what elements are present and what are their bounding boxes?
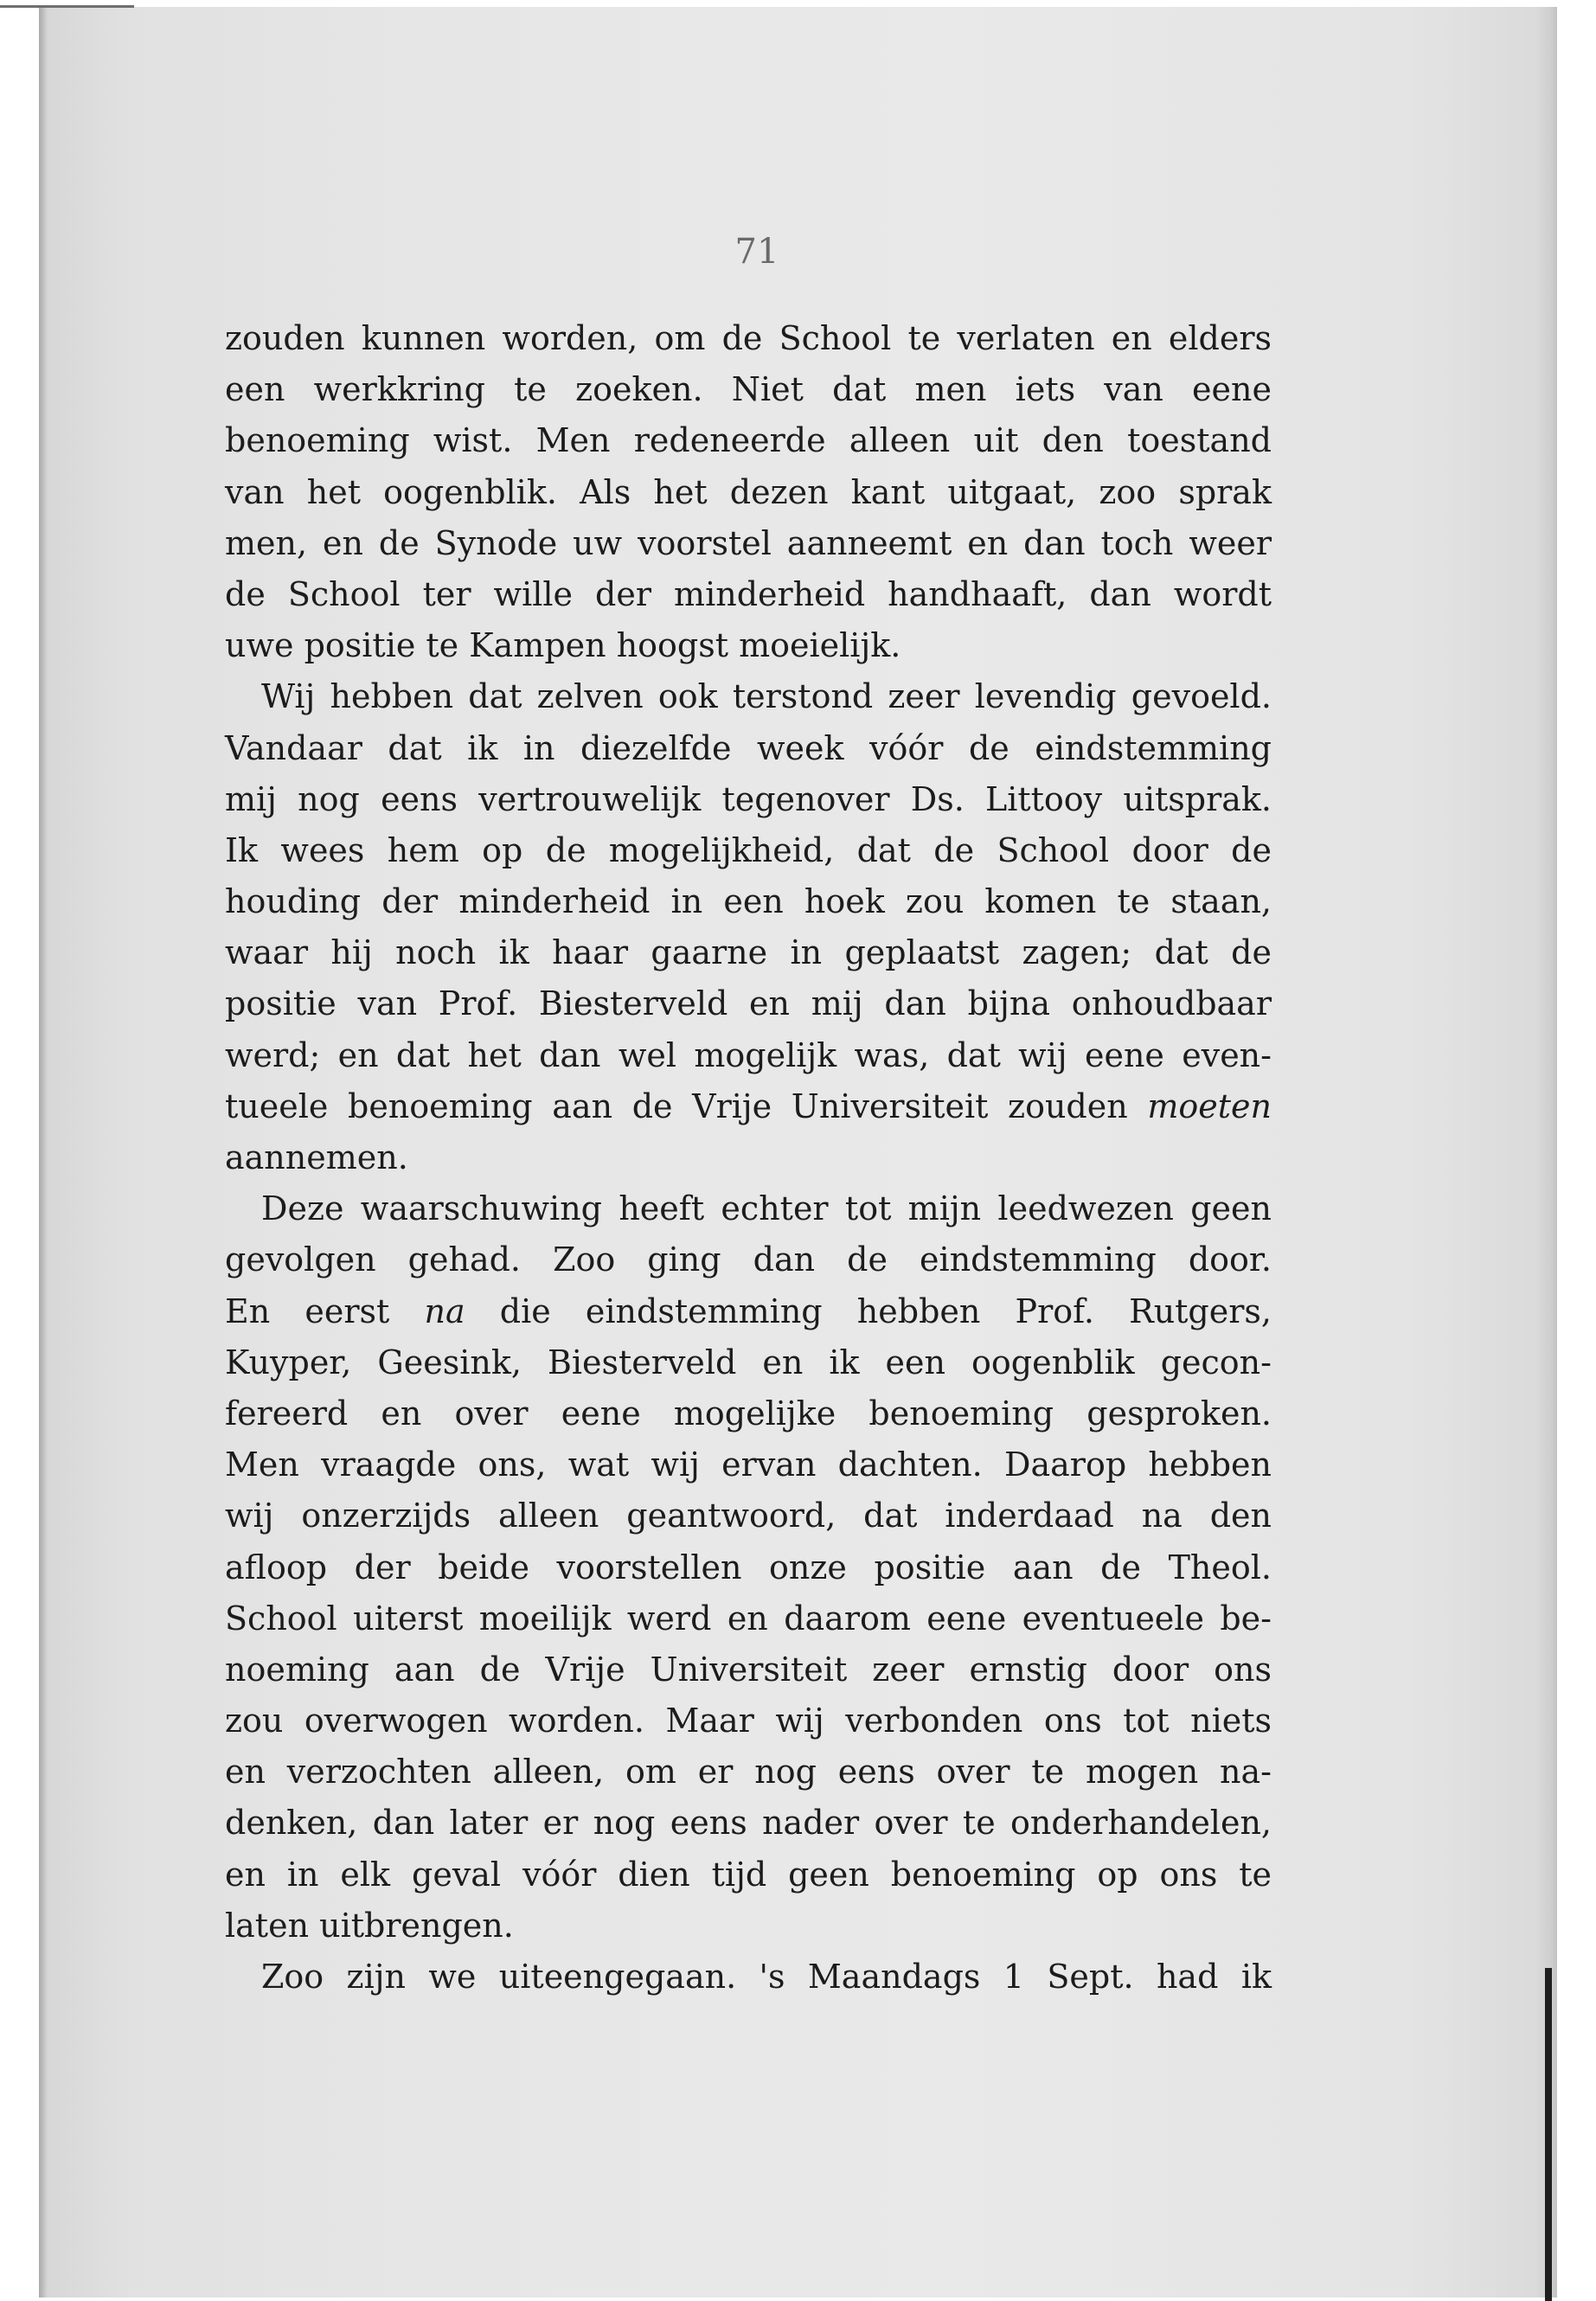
text-line: houding der minderheid in een hoek zou komen te staan, bbox=[225, 882, 1272, 921]
text-line: denken, dan later er nog eens nader over te onderhandelen, bbox=[225, 1804, 1272, 1843]
body-text bbox=[225, 313, 1272, 2003]
text-line: Men vraagde ons, wat wij ervan dachten. Daarop hebben bbox=[225, 1445, 1272, 1484]
text-line: Kuyper, Geesink, Biesterveld en ik een oogenblik gecon- bbox=[225, 1343, 1272, 1381]
italic-word: na bbox=[424, 1292, 465, 1330]
text-line: Ik wees hem op de mogelijkheid, dat de School door de bbox=[225, 830, 1272, 869]
text-line: Vandaar dat ik in diezelfde week vóór de eindstemming bbox=[225, 728, 1272, 767]
scan-margin bbox=[1557, 7, 1596, 2301]
text-line: zou overwogen worden. Maar wij verbonden ons tot niets bbox=[225, 1702, 1272, 1740]
text-line: wij onzerzijds alleen geantwoord, dat inderdaad na den bbox=[225, 1497, 1272, 1535]
text-line: uwe positie te Kampen hoogst moeielijk. bbox=[225, 626, 901, 665]
text-line: Zoo zijn we uiteengegaan. 's Maandags 1 Sept. had ik bbox=[261, 1958, 1272, 1996]
text-line: men, en de Synode uw voorstel aanneemt en dan toch weer bbox=[225, 523, 1272, 562]
text-line: gevolgen gehad. Zoo ging dan de eindstemming door. bbox=[225, 1240, 1272, 1279]
text-line: afloop der beide voorstellen onze positie aan de Theol. bbox=[225, 1548, 1272, 1586]
binding-shadow bbox=[1545, 1968, 1552, 2301]
text-line: de School ter wille der minderheid handhaaft, dan wordt bbox=[225, 574, 1272, 613]
text-line: benoeming wist. Men redeneerde alleen uit den toestand bbox=[225, 421, 1272, 460]
text-line: en in elk geval vóór dien tijd geen benoeming op ons te bbox=[225, 1855, 1272, 1894]
text-line bbox=[225, 1081, 1272, 1132]
text-run: die eindstemming hebben Prof. Rutgers, bbox=[499, 1292, 1272, 1330]
text-line: mij nog eens vertrouwelijk tegenover Ds. Littooy uitsprak. bbox=[225, 779, 1272, 818]
text-line: een werkkring te zoeken. Niet dat men iets van eene bbox=[225, 370, 1272, 409]
text-run: En eerst bbox=[225, 1292, 390, 1330]
scan-edge-mark bbox=[0, 5, 134, 8]
italic-word: moeten bbox=[1147, 1086, 1272, 1125]
text-line bbox=[225, 1286, 1272, 1337]
text-line: School uiterst moeilijk werd en daarom eene eventueele be- bbox=[225, 1599, 1272, 1638]
page-left-shadow bbox=[39, 7, 48, 2298]
text-line: werd; en dat het dan wel mogelijk was, dat wij eene even- bbox=[225, 1035, 1272, 1074]
text-line: aannemen. bbox=[225, 1138, 408, 1176]
page-right-edge bbox=[1535, 7, 1560, 2298]
text-line: zouden kunnen worden, om de School te verlaten en elders bbox=[225, 319, 1272, 357]
text-line: waar hij noch ik haar gaarne in geplaatst zagen; dat de bbox=[225, 933, 1272, 972]
text-line: Wij hebben dat zelven ook terstond zeer levendig gevoeld. bbox=[261, 677, 1272, 716]
page-number: 71 bbox=[734, 232, 779, 272]
text-line: positie van Prof. Biesterveld en mij dan bijna onhoudbaar bbox=[225, 984, 1272, 1023]
text-line: van het oogenblik. Als het dezen kant uitgaat, zoo sprak bbox=[225, 472, 1272, 511]
text-line: Deze waarschuwing heeft echter tot mijn leedwezen geen bbox=[261, 1189, 1272, 1228]
text-line: laten uitbrengen. bbox=[225, 1906, 514, 1945]
text-run: tueele benoeming aan de Vrije Universiteit zouden bbox=[225, 1086, 1128, 1125]
text-line: noeming aan de Vrije Universiteit zeer ernstig door ons bbox=[225, 1650, 1272, 1689]
text-line: fereerd en over eene mogelijke benoeming gesproken. bbox=[225, 1394, 1272, 1433]
text-line: en verzochten alleen, om er nog eens over te mogen na- bbox=[225, 1753, 1272, 1791]
